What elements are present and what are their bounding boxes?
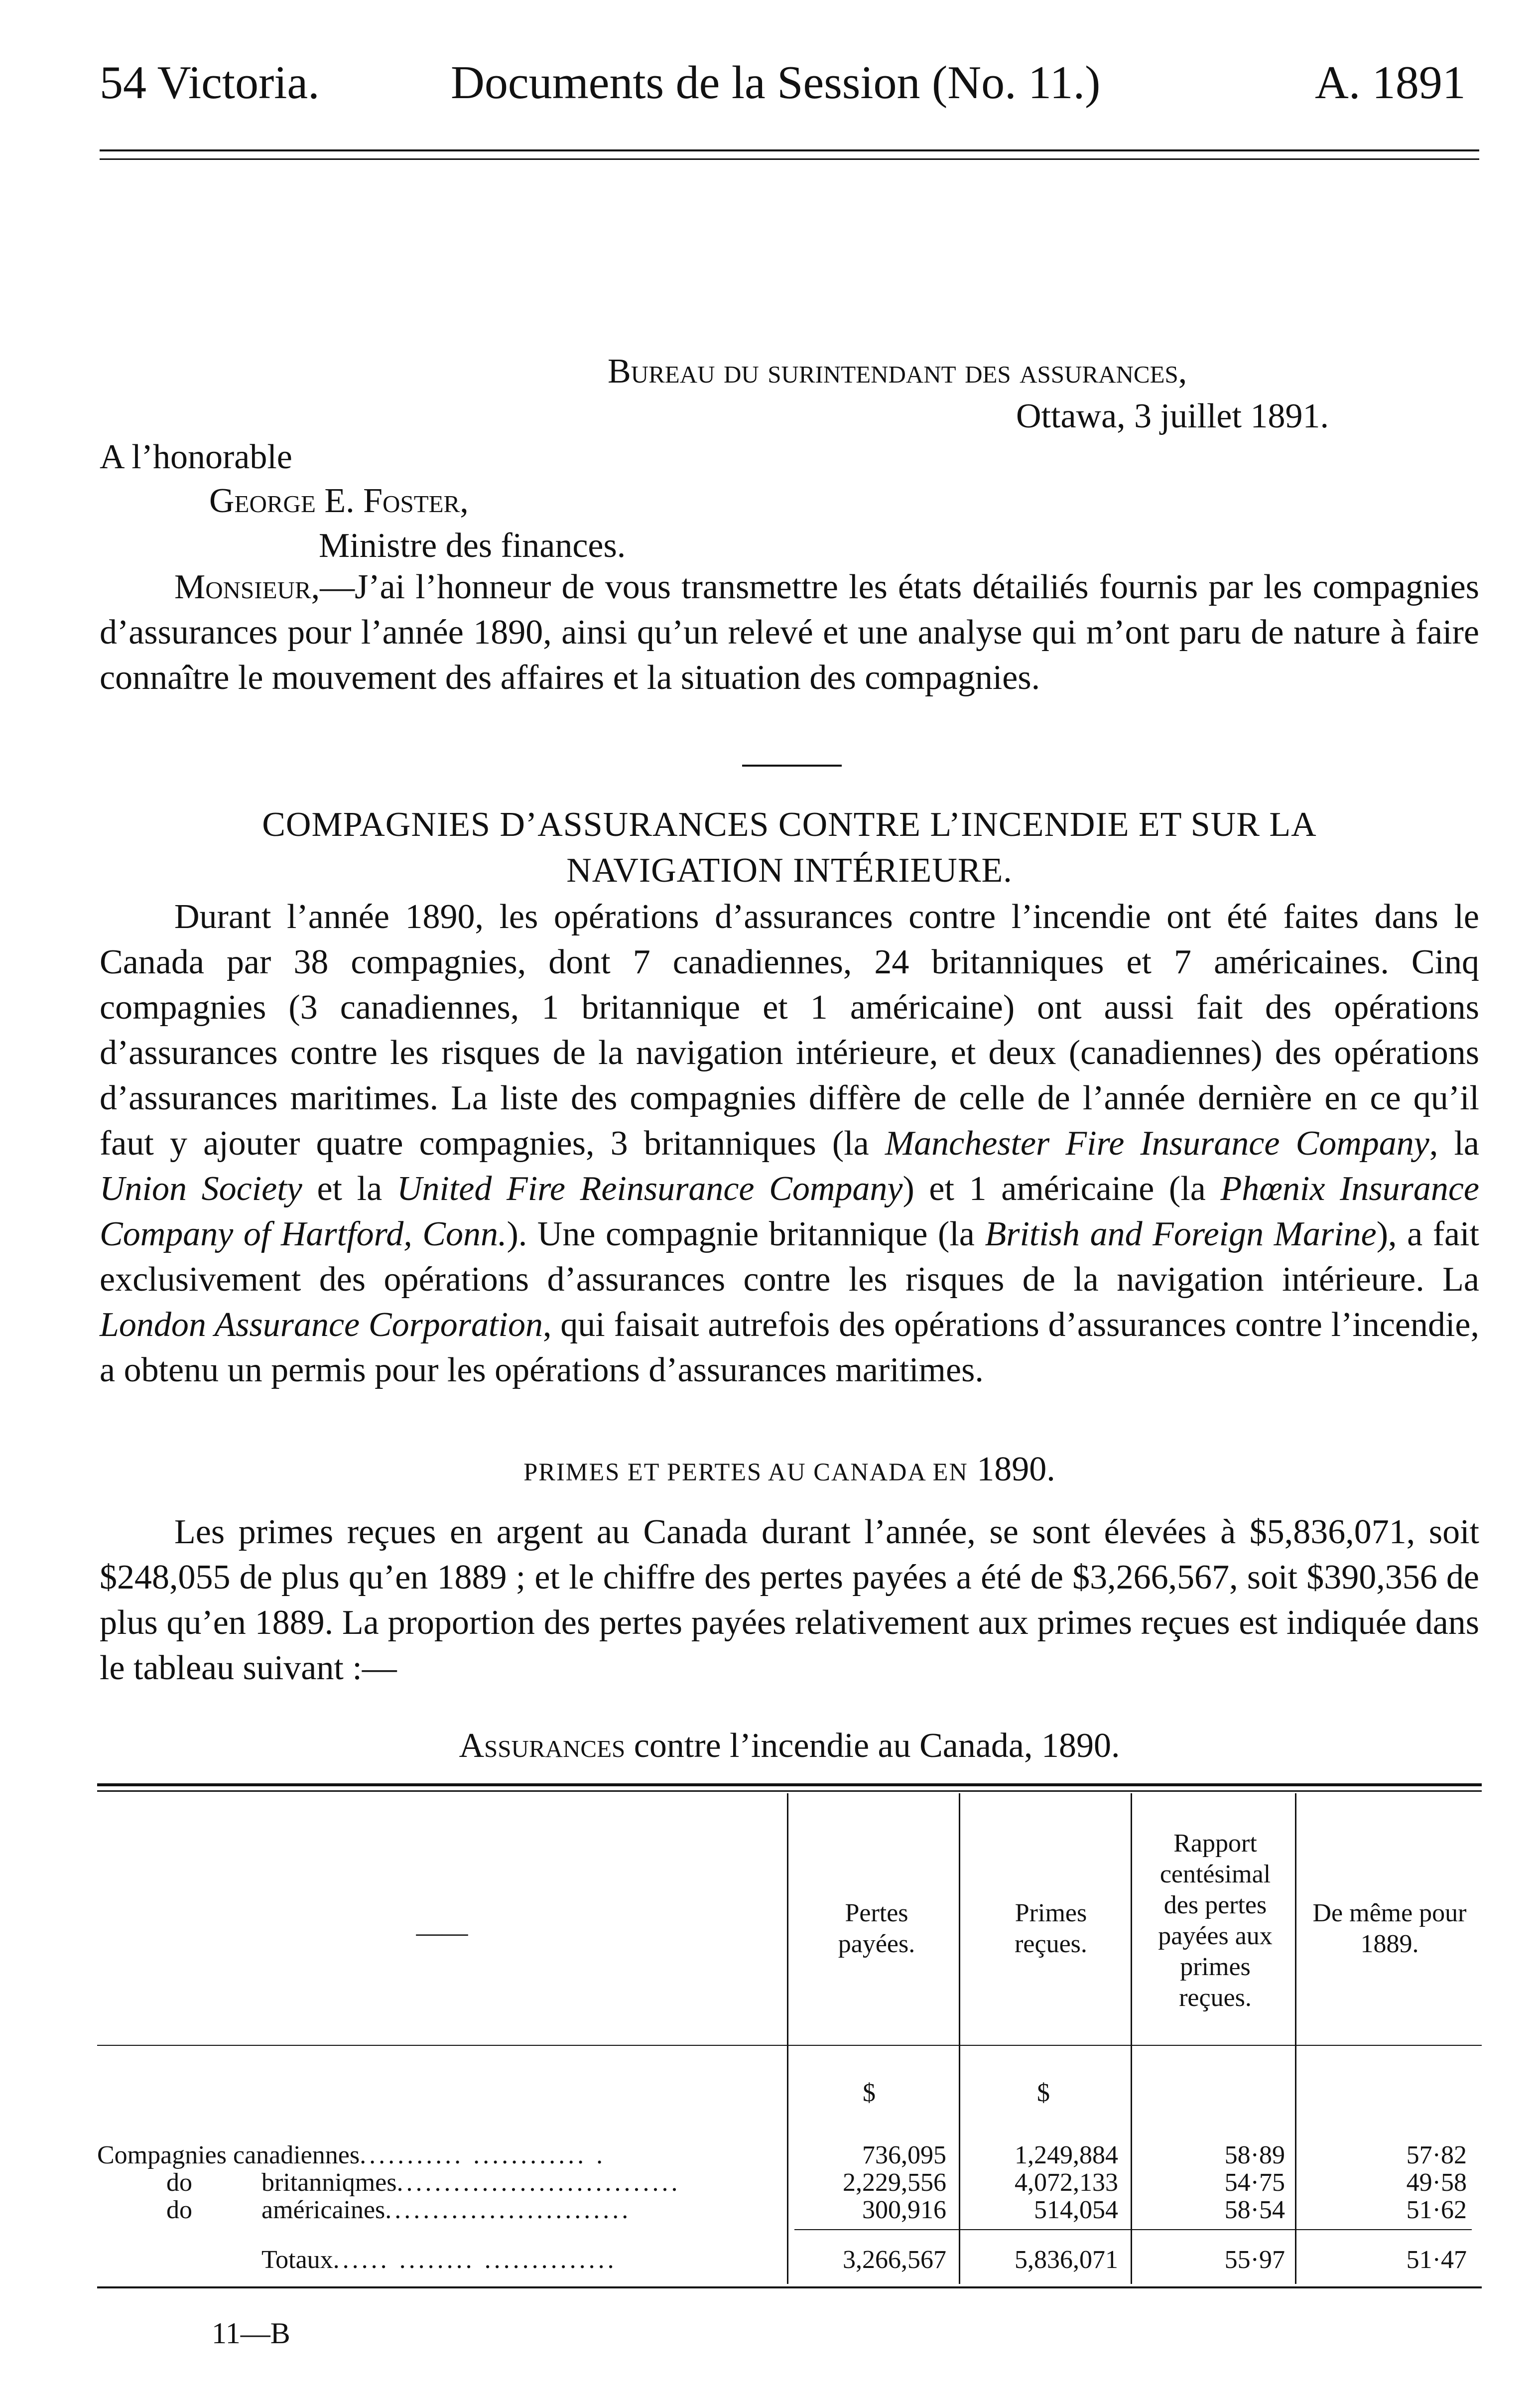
- cell-rapport: 54·75: [1224, 2168, 1285, 2197]
- signature-mark: 11—B: [212, 2317, 290, 2350]
- column-divider-total-1: [787, 2234, 788, 2284]
- table-caption-sc: Assurances: [459, 1727, 626, 1765]
- column-divider-total-2: [959, 2234, 960, 2284]
- text-run: ). Une compagnie britannique (la: [507, 1215, 985, 1253]
- cell-1889: 57·82: [1406, 2141, 1467, 2169]
- company-name: London Assurance Corporation: [100, 1306, 543, 1344]
- subheading-caps: PRIMES ET PERTES AU CANADA EN: [523, 1458, 968, 1486]
- col-header-primes: Primes reçues.: [1015, 1899, 1087, 1958]
- text-run: Durant l’année 1890, les opérations d’assurances contre l’incendie ont été faites dans le Canada par 38 compagnies, dont 7 canadiennes, 24 britanniques et 7 américaines. Cinq compagnies (3 canadiennes, 1 britannique et 1 américaine) ont aussi fait des opérations d’assurances contre les risques de la navigation intérieure, et deux (canadiennes) des opérations d’assurances maritimes. La liste des compagnies diffère de celle de l’année dernière en ce qu’il faut y ajouter quatre compagnies, 3 britanniques (la: [100, 898, 1479, 1163]
- salutation: Monsieur,: [174, 568, 320, 606]
- row-prefix: do: [166, 2168, 192, 2197]
- company-name: United Fire Reinsurance Company: [396, 1170, 903, 1208]
- table-row-label: [97, 2194, 631, 2226]
- col-header-pertes: Pertes payées.: [838, 1899, 915, 1958]
- subheading: [100, 1447, 1479, 1494]
- total-row-label: [261, 2244, 617, 2276]
- company-name: British and Foreign Marine: [985, 1215, 1377, 1253]
- intro-paragraph: [100, 564, 1479, 700]
- total-label: Totaux: [261, 2246, 333, 2274]
- col-header-1889: De même pour 1889.: [1312, 1899, 1467, 1958]
- cell-pertes: 300,916: [862, 2196, 946, 2224]
- column-divider-2: [959, 1793, 960, 2247]
- cell-primes: 1,249,884: [1015, 2141, 1118, 2169]
- text-run: ), a fait exclusivement des opérations d’assurances contre les risques de la navigation intérieure. La: [100, 1215, 1479, 1299]
- row-prefix: do: [166, 2196, 192, 2224]
- col-header-rapport: Rapport centésimal des pertes payées aux primes reçues.: [1158, 1829, 1273, 2012]
- leader-dots: ..........................: [385, 2196, 632, 2224]
- text-run: ) et 1 américaine (la: [902, 1170, 1221, 1208]
- premiums-paragraph: Les primes reçues en argent au Canada durant l’année, se sont élevées à $5,836,071, soit $248,055 de plus qu’en 1889 ; et le chiffre des pertes payées a été de $3,266,567, soit $390,356 de plus qu’en 1889. La proportion des pertes payées relativement aux primes reçues est indiquée dans le tableau suivant :—: [100, 1513, 1479, 1687]
- row-prefix: Compagnies: [97, 2141, 227, 2169]
- cell-pertes: 736,095: [862, 2141, 946, 2169]
- cell-primes: 4,072,133: [1015, 2168, 1118, 2197]
- company-name: Union Society: [100, 1170, 302, 1208]
- total-pertes: 3,266,567: [843, 2246, 946, 2274]
- column-divider-4: [1295, 1793, 1296, 2247]
- currency-pertes: $: [863, 2079, 876, 2107]
- leader-dots: ...... ........ ..............: [333, 2246, 617, 2274]
- column-divider-3: [1131, 1793, 1132, 2247]
- table-caption: [100, 1724, 1479, 1768]
- text-run: , qui faisait autrefois des opérations d’assurances contre l’incendie, a obtenu un permis pour les opérations d’assurances maritimes.: [100, 1306, 1479, 1389]
- cell-rapport: 58·54: [1224, 2196, 1285, 2224]
- company-name: Phœnix Insurance Company of Hartford, Conn.: [100, 1170, 1479, 1253]
- office-name: Bureau du surintendant des assurances,: [608, 352, 1187, 391]
- table-caption-rest: contre l’incendie au Canada, 1890.: [625, 1727, 1120, 1765]
- header-bottom-rule: [97, 2045, 1482, 2046]
- header-center: Documents de la Session (No. 11.): [451, 57, 1101, 109]
- stub-header: ——: [416, 1919, 468, 1947]
- cell-pertes: 2,229,556: [843, 2168, 946, 2197]
- header-left: 54 Victoria.: [100, 57, 320, 109]
- row-label: américaines: [261, 2196, 385, 2224]
- column-divider-1: [787, 1793, 788, 2247]
- intro-text: —J’ai l’honneur de vous transmettre les états détailiés fournis par les compagnies d’assurances pour l’année 1890, ainsi qu’un relevé et une analyse qui m’ont paru de nature à faire connaître le mouvement des affaires et la situation des compagnies.: [100, 568, 1479, 697]
- addressee-name: George E. Foster,: [209, 482, 469, 520]
- column-divider-total-3: [1131, 2234, 1132, 2284]
- addressee-line-2: [209, 478, 469, 524]
- header-right: A. 1891: [1315, 57, 1466, 109]
- cell-primes: 514,054: [1034, 2196, 1118, 2224]
- table-top-rule: [97, 1783, 1482, 1786]
- currency-primes: $: [1037, 2079, 1050, 2107]
- addressee-line-3: Ministre des finances.: [319, 527, 626, 565]
- total-1889: 51·47: [1406, 2246, 1467, 2274]
- table-top-rule-2: [97, 1790, 1482, 1792]
- subheading-year: 1890.: [977, 1450, 1055, 1488]
- office-line: [608, 349, 1187, 394]
- leader-dots: ..............................: [396, 2168, 681, 2197]
- cell-1889: 49·58: [1406, 2168, 1467, 2197]
- row-label: britanniqmes: [261, 2168, 397, 2197]
- total-rule: [794, 2229, 1472, 2230]
- text-run: et la: [302, 1170, 397, 1208]
- header-rule-bottom: [100, 158, 1479, 160]
- section-heading-line-2: NAVIGATION INTÉRIEURE.: [566, 851, 1013, 890]
- column-divider-total-4: [1295, 2234, 1296, 2284]
- section-divider: [742, 765, 842, 767]
- cell-1889: 51·62: [1406, 2196, 1467, 2224]
- row-label: canadiennes: [233, 2141, 360, 2169]
- cell-rapport: 58·89: [1224, 2141, 1285, 2169]
- total-primes: 5,836,071: [1015, 2246, 1118, 2274]
- text-run: , la: [1429, 1124, 1479, 1163]
- fire-insurance-table: [97, 1783, 1482, 2311]
- section-paragraph: [100, 894, 1479, 1393]
- addressee-line-1: A l’honorable: [100, 438, 292, 476]
- section-heading-line-1: COMPAGNIES D’ASSURANCES CONTRE L’INCENDIE ET SUR LA: [262, 805, 1317, 844]
- company-name: Manchester Fire Insurance Company: [885, 1124, 1429, 1163]
- leader-dots: ........... ............ .: [360, 2141, 606, 2169]
- total-rapport: 55·97: [1224, 2246, 1285, 2274]
- place-date: Ottawa, 3 juillet 1891.: [1016, 397, 1329, 435]
- header-rule-top: [100, 149, 1479, 151]
- table-bottom-rule: [97, 2286, 1482, 2288]
